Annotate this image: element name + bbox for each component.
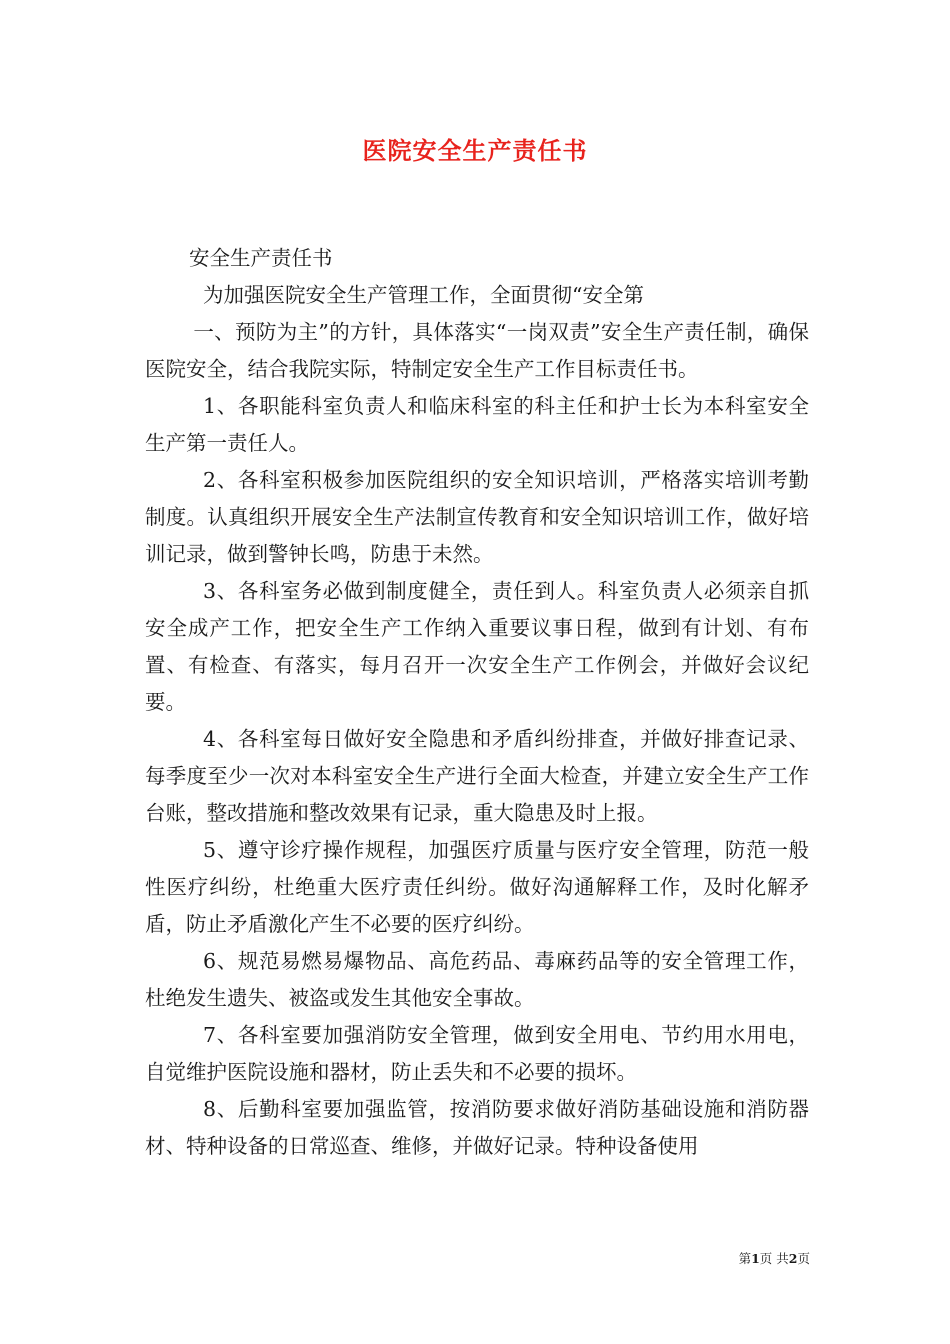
footer-prefix: 第 xyxy=(738,1251,752,1266)
list-item-4: 4、各科室每日做好安全隐患和矛盾纠纷排查，并做好排查记录、每季度至少一次对本科室安全生产进行全面大检查，并建立安全生产工作台账，整改措施和整改效果有记录，重大隐患及时上报。 xyxy=(145,727,809,825)
document-body xyxy=(145,240,809,1165)
list-item-5: 5、遵守诊疗操作规程，加强医疗质量与医疗安全管理，防范一般性医疗纠纷，杜绝重大医疗责任纠纷。做好沟通解释工作，及时化解矛盾，防止矛盾激化产生不必要的医疗纠纷。 xyxy=(145,838,809,936)
list-item-2: 2、各科室积极参加医院组织的安全知识培训，严格落实培训考勤制度。认真组织开展安全生产法制宣传教育和安全知识培训工作，做好培训记录，做到警钟长鸣，防患于未然。 xyxy=(145,468,809,566)
footer-suffix: 页 xyxy=(797,1251,810,1266)
document-title: 医院安全生产责任书 xyxy=(362,136,588,165)
list-item-7: 7、各科室要加强消防安全管理，做到安全用电、节约用水用电，自觉维护医院设施和器材，防止丢失和不必要的损坏。 xyxy=(145,1023,809,1084)
intro-line-1: 为加强医院安全生产管理工作，全面贯彻“安全第 xyxy=(203,283,644,307)
footer-middle: 页 共 xyxy=(759,1251,789,1266)
footer-total-pages: 2 xyxy=(788,1251,798,1266)
footer-current-page: 1 xyxy=(751,1251,760,1266)
list-item-8: 8、后勤科室要加强监管，按消防要求做好消防基础设施和消防器材、特种设备的日常巡查、维修，并做好记录。特种设备使用 xyxy=(145,1097,809,1158)
list-item-1: 1、各职能科室负责人和临床科室的科主任和护士长为本科室安全生产第一责任人。 xyxy=(145,394,809,455)
list-item-3: 3、各科室务必做到制度健全，责任到人。科室负责人必须亲自抓安全成产工作，把安全生产工作纳入重要议事日程，做到有计划、有布置、有检查、有落实，每月召开一次安全生产工作例会，并做好会议纪要。 xyxy=(145,579,809,714)
intro-line-2: 一、预防为主”的方针，具体落实“一岗双责”安全生产责任制，确保医院安全，结合我院实际，特制定安全生产工作目标责任书。 xyxy=(145,320,809,381)
document-subtitle: 安全生产责任书 xyxy=(189,246,333,270)
page-footer xyxy=(739,1249,810,1267)
intro-paragraph xyxy=(145,314,809,388)
list-item-6: 6、规范易燃易爆物品、高危药品、毒麻药品等的安全管理工作，杜绝发生遗失、被盗或发生其他安全事故。 xyxy=(145,949,809,1010)
